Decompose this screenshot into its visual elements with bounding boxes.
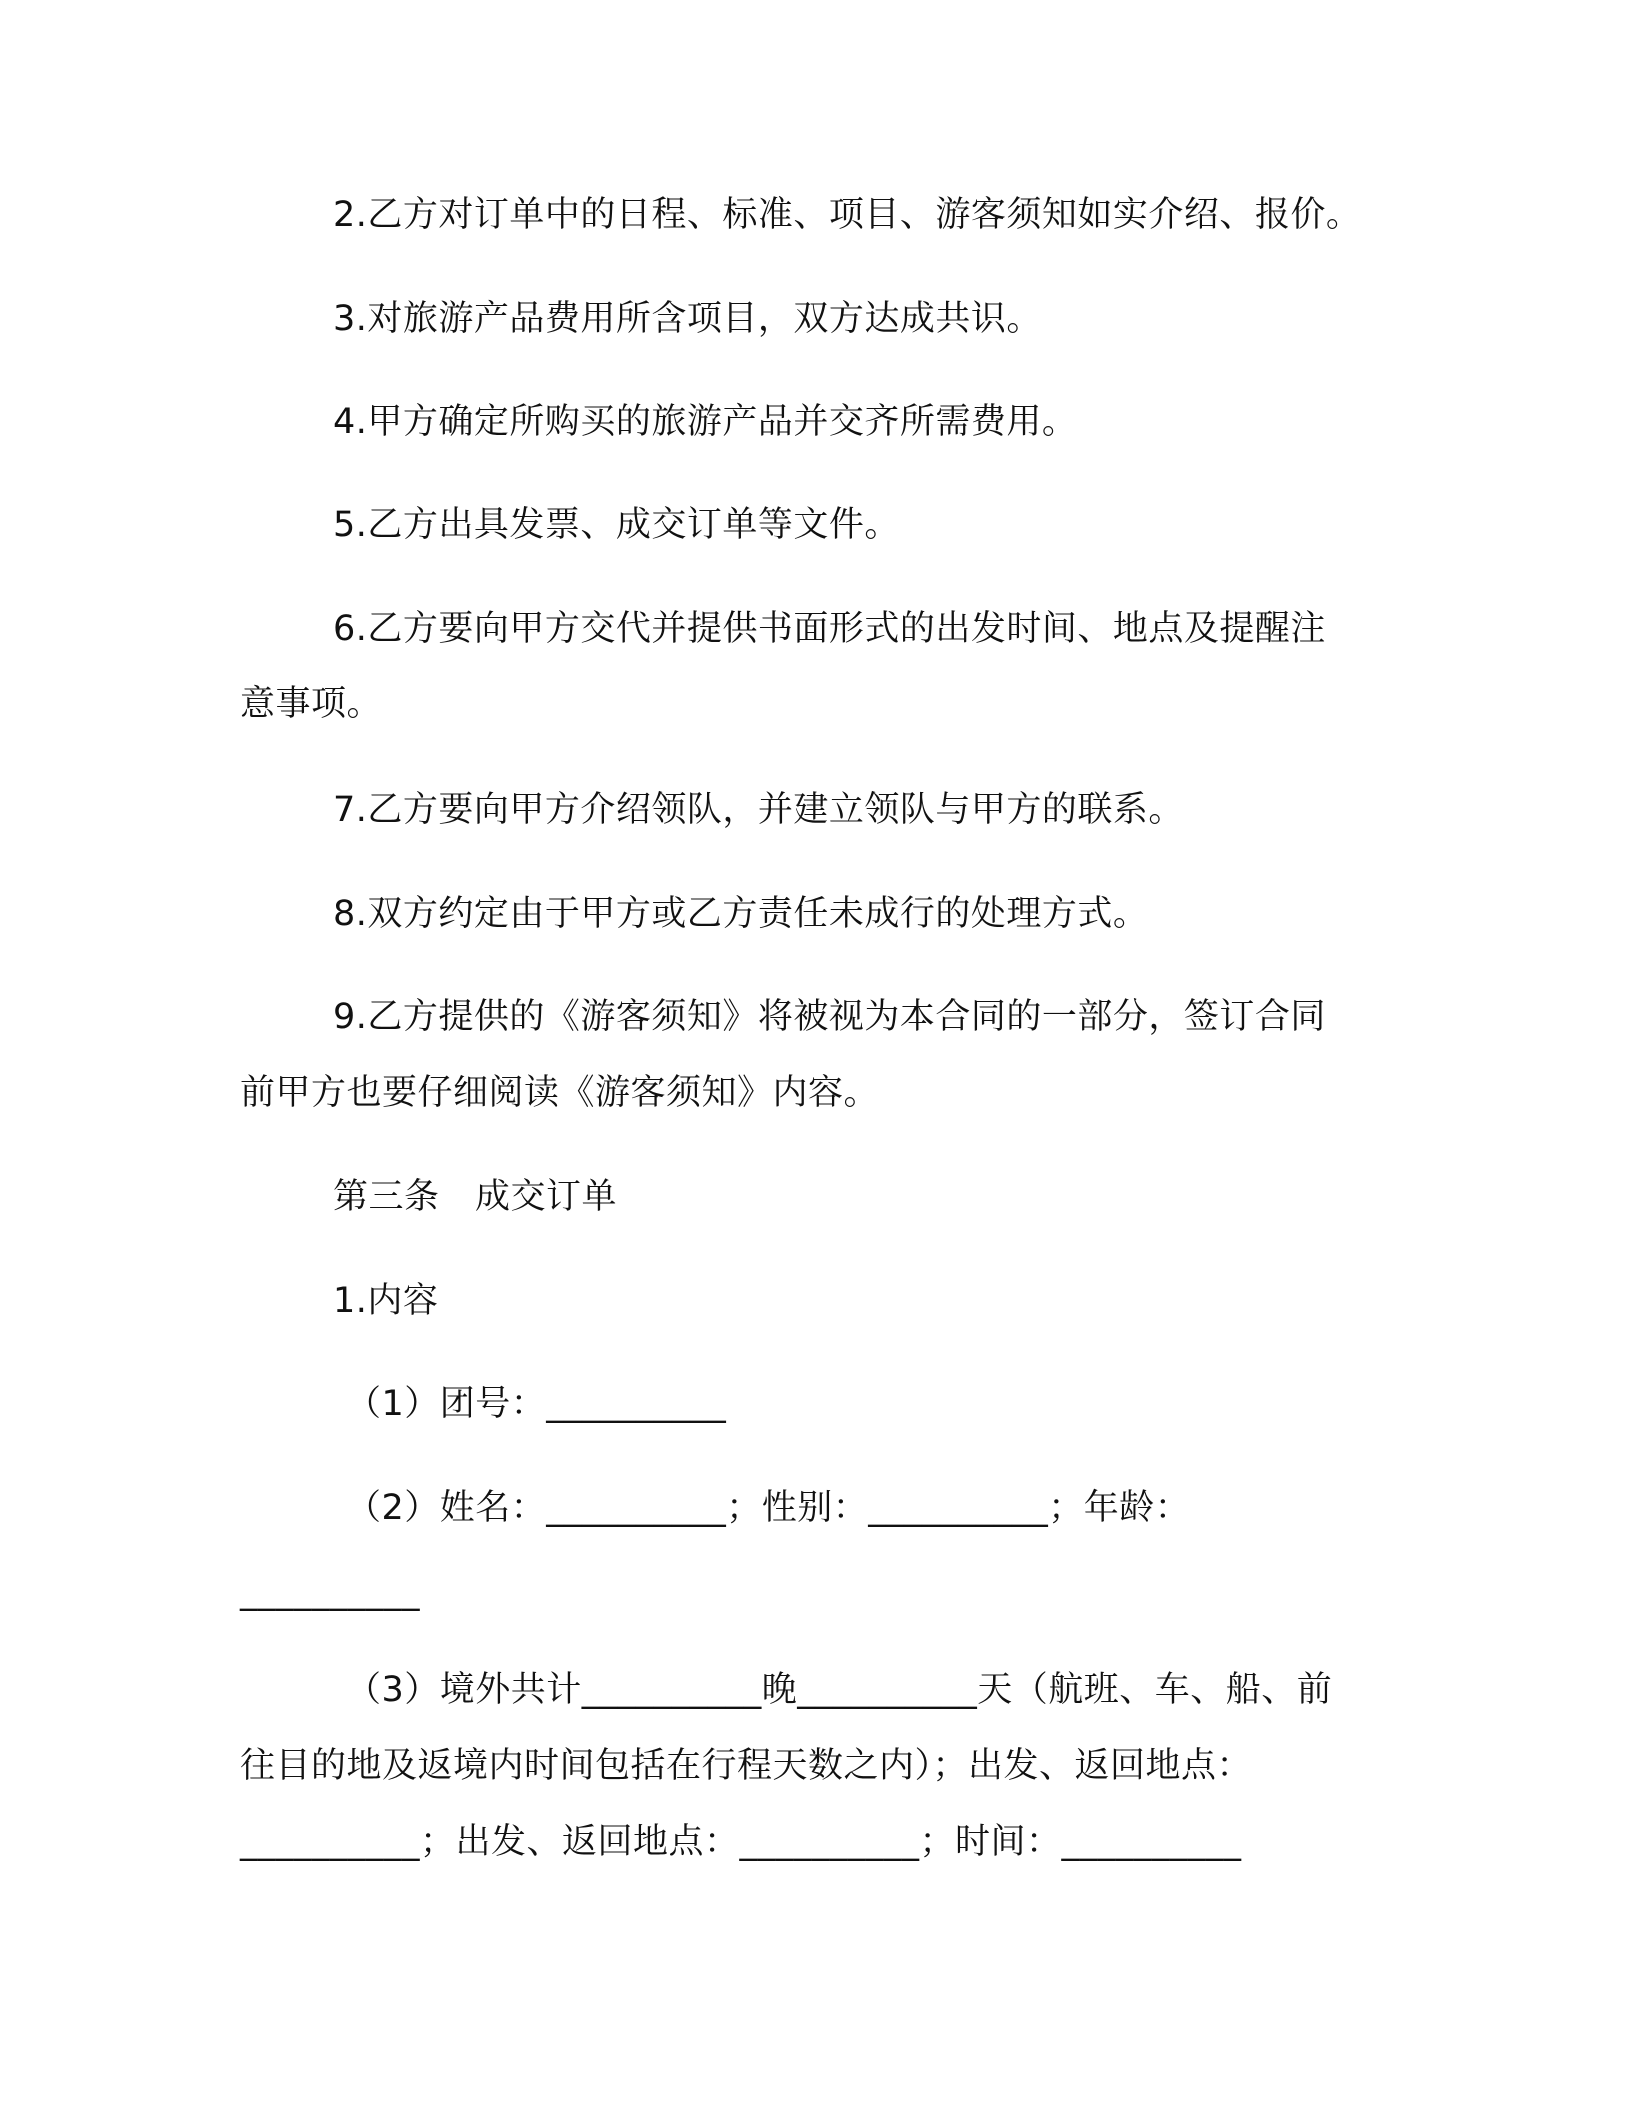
paragraph-item-5: 5.乙方出具发票、成交订单等文件。 [333, 505, 900, 545]
paragraph-item-4: 4.甲方确定所购买的旅游产品并交齐所需费用。 [333, 402, 1078, 442]
paragraph-item-9-line-2: 前甲方也要仔细阅读《游客须知》内容。 [240, 1073, 880, 1113]
field-trip-days-line-1: （3）境外共计__________晚__________天（航班、车、船、前 [346, 1670, 1333, 1710]
field-age-blank: __________ [240, 1572, 420, 1612]
field-trip-days-line-3: __________；出发、返回地点：__________；时间：__________ [240, 1822, 1242, 1862]
paragraph-item-6-line-1: 6.乙方要向甲方交代并提供书面形式的出发时间、地点及提醒注 [333, 609, 1326, 649]
paragraph-item-8: 8.双方约定由于甲方或乙方责任未成行的处理方式。 [333, 894, 1149, 934]
field-trip-days-line-2: 往目的地及返境内时间包括在行程天数之内）；出发、返回地点： [240, 1746, 1253, 1786]
paragraph-item-7: 7.乙方要向甲方介绍领队，并建立领队与甲方的联系。 [333, 790, 1184, 830]
field-name-gender-age: （2）姓名：__________；性别：__________；年龄： [346, 1488, 1191, 1528]
paragraph-item-9-line-1: 9.乙方提供的《游客须知》将被视为本合同的一部分，签订合同 [333, 997, 1326, 1037]
article-heading: 第三条 成交订单 [333, 1177, 618, 1217]
paragraph-item-2: 2.乙方对订单中的日程、标准、项目、游客须知如实介绍、报价。 [333, 195, 1362, 235]
paragraph-item-6-line-2: 意事项。 [240, 684, 383, 724]
paragraph-item-3: 3.对旅游产品费用所含项目，双方达成共识。 [333, 299, 1042, 339]
field-group-number: （1）团号：__________ [346, 1384, 727, 1424]
section-heading-content: 1.内容 [333, 1281, 439, 1321]
